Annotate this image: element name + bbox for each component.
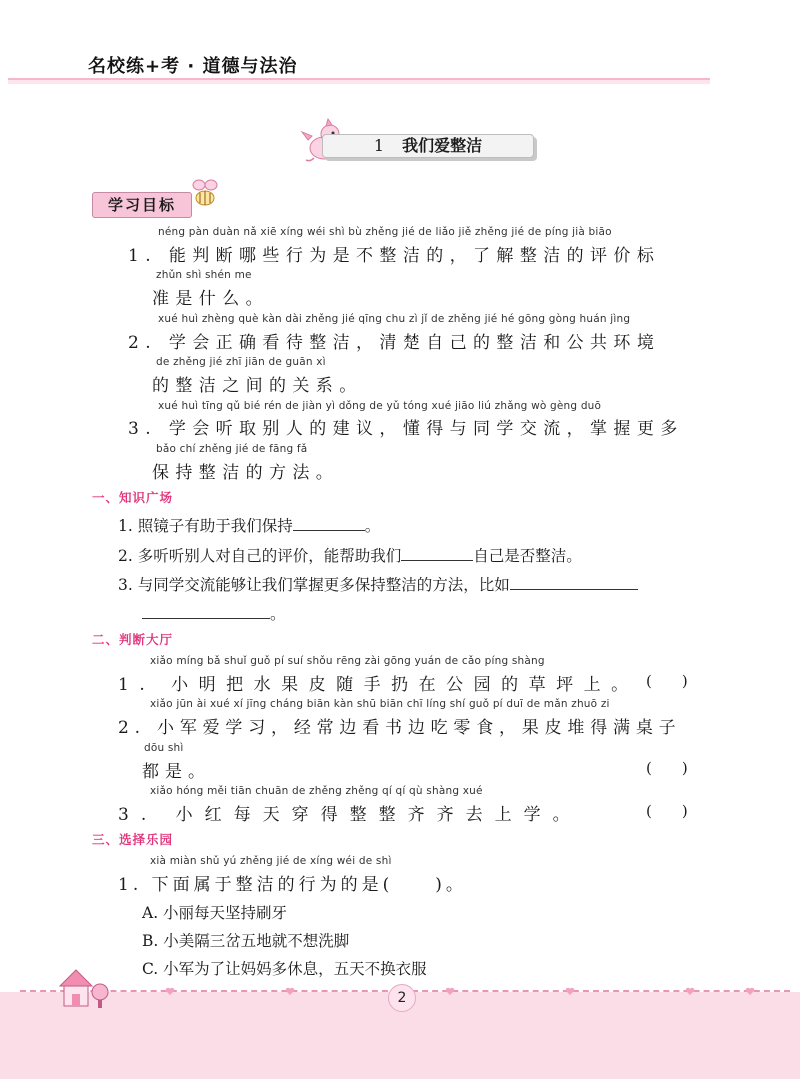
judge-2-text: 2. 小军爱学习，经常边看书边吃零食，果皮堆得满桌子 [118,718,682,738]
judge-2-text-cont: 都是。 [142,762,211,782]
objective-3-pinyin: xué huì tīng qǔ bié rén de jiàn yì dǒng de yǔ tóng xué jiāo liú zhǎng wò gèng duō [158,400,602,412]
choice-option-a[interactable]: A. 小丽每天坚持刷牙 [142,904,288,922]
judge-2-answer-paren[interactable]: ( ) [646,759,688,777]
judge-2-pinyin: xiǎo jūn ài xué xí jīng cháng biān kàn shū biān chī líng shí guǒ pí duī de mǎn zhuō zi [150,698,610,710]
choice-option-c[interactable]: C. 小军为了让妈妈多休息，五天不换衣服 [142,960,427,978]
objectives-badge: 学习目标 [92,192,192,218]
question-1-1-end: 。 [364,517,381,535]
bee-icon [188,176,222,212]
answer-blank[interactable] [142,604,270,619]
lesson-title-banner [322,134,534,158]
lesson-title: 我们爱整洁 [402,136,483,155]
judge-3-answer-paren[interactable]: ( ) [646,802,688,820]
question-1-2-end: 自己是否整洁。 [473,547,582,565]
judge-3-pinyin: xiǎo hóng měi tiān chuān de zhěng zhěng qí qí qù shàng xué [150,785,483,797]
objective-3-text: 3. 学会听取别人的建议，懂得与同学交流，掌握更多 [128,419,684,439]
heart-row-icon [150,985,790,999]
objective-1-text: 1. 能判断哪些行为是不整洁的，了解整洁的评价标 [128,246,661,266]
answer-blank[interactable] [510,575,638,590]
answer-blank[interactable] [401,546,473,561]
question-1-2 [118,544,582,566]
choice-option-b[interactable]: B. 小美隔三岔五地就不想洗脚 [142,932,350,950]
answer-blank[interactable] [293,516,365,531]
judge-2-pinyin-cont: dōu shì [144,742,184,754]
objective-1-text-cont: 准是什么。 [152,289,269,309]
objective-2-pinyin: xué huì zhèng què kàn dài zhěng jié qīng chu zì jǐ de zhěng jié hé gōng gòng huán jìng [158,313,631,325]
judge-1-answer-paren[interactable]: ( ) [646,672,688,690]
objective-3-text-cont: 保持整洁的方法。 [152,463,340,483]
judge-3-text: 3. 小红每天穿得整整齐齐去上学。 [118,805,582,825]
question-1-1-text: 1. 照镜子有助于我们保持 [118,517,293,535]
section-2-title: 二、判断大厅 [92,632,174,647]
section-3-title: 三、选择乐园 [92,832,174,847]
lesson-number: 1 [373,136,385,155]
question-1-2-text: 2. 多听听别人对自己的评价，能帮助我们 [118,547,402,565]
judge-1-pinyin: xiǎo míng bǎ shuǐ guǒ pí suí shǒu rēng zài gōng yuán de cǎo píng shàng [150,655,545,667]
objective-2-text-cont: 的整洁之间的关系。 [152,376,363,396]
page-number: 2 [388,984,416,1012]
question-1-1 [118,514,380,536]
question-1-3 [118,573,638,595]
judge-1-text: 1. 小明把水果皮随手扔在公园的草坪上。 [118,675,639,695]
choice-1-pinyin: xià miàn shǔ yú zhěng jié de xíng wéi de shì [150,855,392,867]
question-1-3-end: 。 [270,605,286,623]
objective-1-pinyin: néng pàn duàn nǎ xiē xíng wéi shì bù zhěng jié de liǎo jiě zhěng jié de píng jià biāo [158,226,612,238]
objective-2-text: 2. 学会正确看待整洁，清楚自己的整洁和公共环境 [128,333,661,353]
objective-3-pinyin-cont: bǎo chí zhěng jié de fāng fǎ [156,443,308,455]
choice-1-question: 1. 下面属于整洁的行为的是( )。 [118,875,467,895]
objective-2-pinyin-cont: de zhěng jié zhī jiān de guān xì [156,356,326,368]
objective-1-pinyin-cont: zhǔn shì shén me [156,269,252,281]
question-1-3-text: 3. 与同学交流能够让我们掌握更多保持整洁的方法，比如 [118,576,510,594]
header-rule [8,78,710,84]
question-1-3-cont [142,602,286,624]
book-title: 名校练+考 · 道德与法治 [88,56,298,77]
section-1-title: 一、知识广场 [92,490,174,505]
house-icon [54,966,114,1014]
